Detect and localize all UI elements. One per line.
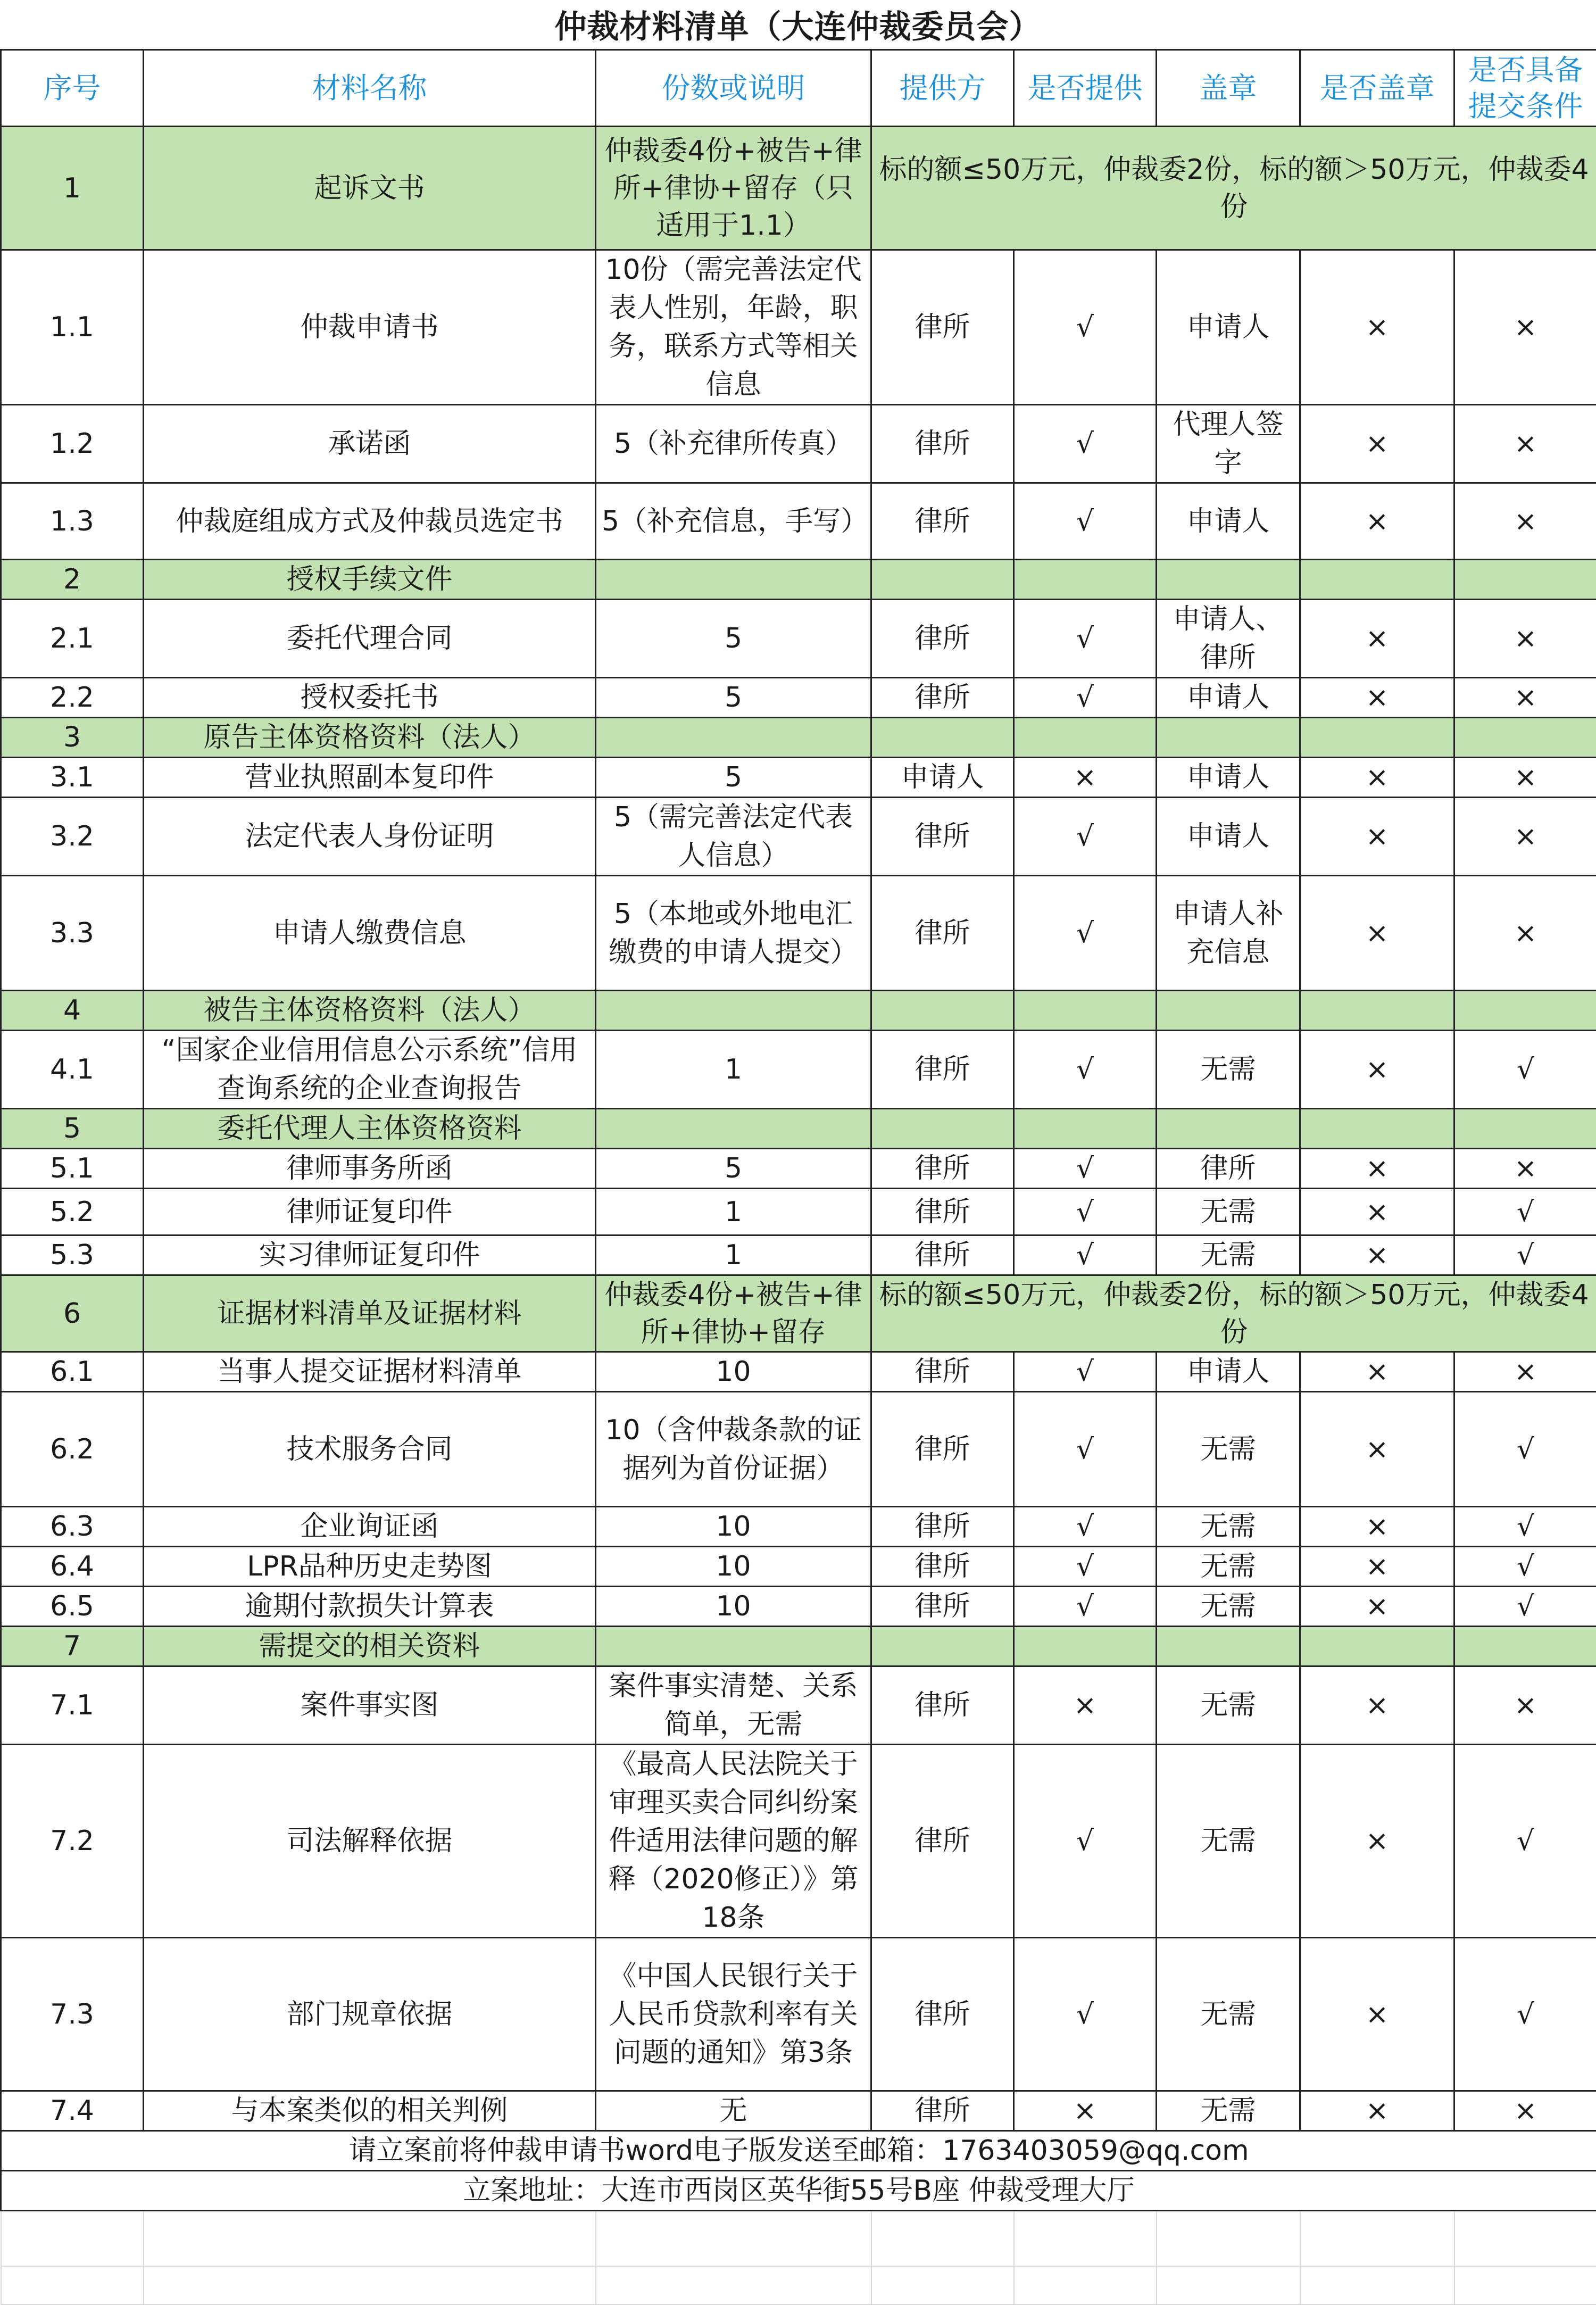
copies-note: 5（需完善法定代表人信息）: [596, 798, 871, 876]
group-copies: [596, 1109, 871, 1149]
group-copies: 仲裁委4份+被告+律所+律协+留存（只适用于1.1）: [596, 127, 871, 250]
empty-cell: [1300, 2266, 1454, 2304]
ready-mark: √: [1454, 1392, 1596, 1507]
empty-cell: [1454, 991, 1596, 1031]
group-row: [1, 991, 1596, 1031]
empty-cell: [596, 2266, 871, 2304]
provider: 律所: [871, 1547, 1014, 1587]
row-number: 6.2: [1, 1392, 144, 1507]
provider: 申请人: [871, 758, 1014, 798]
table-row: [1, 758, 1596, 798]
empty-cell: [1454, 718, 1596, 758]
material-name: 实习律师证复印件: [144, 1236, 596, 1275]
seal: 申请人: [1157, 483, 1300, 560]
provider: 律所: [871, 1236, 1014, 1275]
row-number: 6.1: [1, 1352, 144, 1392]
seal: 申请人: [1157, 758, 1300, 798]
row-number: 2.2: [1, 678, 144, 718]
row-number: 3.2: [1, 798, 144, 876]
table-row: [1, 1507, 1596, 1547]
empty-cell: [1157, 2266, 1300, 2304]
empty-cell: [871, 2266, 1014, 2304]
provided-mark: √: [1014, 1547, 1157, 1587]
empty-cell: [871, 2211, 1014, 2266]
ready-mark: ×: [1454, 876, 1596, 991]
empty-cell: [1014, 2211, 1157, 2266]
provider: 律所: [871, 405, 1014, 483]
group-copies: 仲裁委4份+被告+律所+律协+留存: [596, 1275, 871, 1352]
group-row: [1, 560, 1596, 600]
seal: 无需: [1157, 1236, 1300, 1275]
sealed-mark: ×: [1300, 798, 1454, 876]
table-row: [1, 1547, 1596, 1587]
row-number: 7: [1, 1627, 144, 1666]
seal: 无需: [1157, 1666, 1300, 1745]
provided-mark: √: [1014, 405, 1157, 483]
ready-mark: ×: [1454, 2091, 1596, 2131]
material-name: 承诺函: [144, 405, 596, 483]
provider: 律所: [871, 876, 1014, 991]
seal: 无需: [1157, 1587, 1300, 1627]
empty-cell: [1014, 1109, 1157, 1149]
provided-mark: √: [1014, 1149, 1157, 1189]
table-row: [1, 1031, 1596, 1109]
sealed-mark: ×: [1300, 1189, 1454, 1236]
sealed-mark: ×: [1300, 2091, 1454, 2131]
material-name: 企业询证函: [144, 1507, 596, 1547]
material-name: 律师事务所函: [144, 1149, 596, 1189]
table-row: [1, 876, 1596, 991]
col-copies-header: 份数或说明: [596, 50, 871, 127]
col-provided-header: 是否提供: [1014, 50, 1157, 127]
sealed-mark: ×: [1300, 483, 1454, 560]
empty-cell: [1300, 1627, 1454, 1666]
ready-mark: √: [1454, 1938, 1596, 2091]
empty-cell: [1014, 1627, 1157, 1666]
row-number: 4.1: [1, 1031, 144, 1109]
table-row: [1, 2091, 1596, 2131]
group-name: 委托代理人主体资格资料: [144, 1109, 596, 1149]
provided-mark: ×: [1014, 758, 1157, 798]
provider: 律所: [871, 1587, 1014, 1627]
seal: 申请人: [1157, 678, 1300, 718]
empty-cell: [871, 718, 1014, 758]
material-name: 律师证复印件: [144, 1189, 596, 1236]
empty-cell: [1014, 2266, 1157, 2304]
row-number: 1: [1, 127, 144, 250]
table-row: [1, 1352, 1596, 1392]
ready-mark: ×: [1454, 405, 1596, 483]
provider: 律所: [871, 678, 1014, 718]
empty-grid-row: [1, 2211, 1596, 2266]
row-number: 3.3: [1, 876, 144, 991]
group-name: 被告主体资格资料（法人）: [144, 991, 596, 1031]
ready-mark: √: [1454, 1236, 1596, 1275]
table-row: [1, 1587, 1596, 1627]
provider: 律所: [871, 1392, 1014, 1507]
seal: 无需: [1157, 2091, 1300, 2131]
table-row: [1, 1392, 1596, 1507]
empty-cell: [1300, 1109, 1454, 1149]
group-name: 需提交的相关资料: [144, 1627, 596, 1666]
empty-cell: [1454, 1627, 1596, 1666]
provided-mark: √: [1014, 678, 1157, 718]
empty-cell: [1157, 2211, 1300, 2266]
group-name: 证据材料清单及证据材料: [144, 1275, 596, 1352]
row-number: 5.2: [1, 1189, 144, 1236]
seal: 律所: [1157, 1149, 1300, 1189]
provided-mark: √: [1014, 798, 1157, 876]
row-number: 2.1: [1, 600, 144, 678]
table-row: [1, 1149, 1596, 1189]
empty-cell: [1454, 560, 1596, 600]
copies-note: 10: [596, 1547, 871, 1587]
copies-note: 5: [596, 1149, 871, 1189]
table-row: [1, 1189, 1596, 1236]
provider: 律所: [871, 483, 1014, 560]
sealed-mark: ×: [1300, 1236, 1454, 1275]
table-row: [1, 1938, 1596, 2091]
row-number: 3: [1, 718, 144, 758]
seal: 代理人签字: [1157, 405, 1300, 483]
ready-mark: √: [1454, 1745, 1596, 1938]
sealed-mark: ×: [1300, 600, 1454, 678]
provided-mark: √: [1014, 1587, 1157, 1627]
table-row: [1, 250, 1596, 405]
table-row: [1, 678, 1596, 718]
sealed-mark: ×: [1300, 758, 1454, 798]
empty-cell: [1157, 991, 1300, 1031]
row-number: 7.1: [1, 1666, 144, 1745]
row-number: 2: [1, 560, 144, 600]
empty-cell: [1300, 991, 1454, 1031]
provided-mark: √: [1014, 1507, 1157, 1547]
provided-mark: √: [1014, 1031, 1157, 1109]
col-sealed-header: 是否盖章: [1300, 50, 1454, 127]
sealed-mark: ×: [1300, 678, 1454, 718]
col-provider-header: 提供方: [871, 50, 1014, 127]
sealed-mark: ×: [1300, 1547, 1454, 1587]
copies-note: 10: [596, 1507, 871, 1547]
row-number: 1.2: [1, 405, 144, 483]
ready-mark: ×: [1454, 798, 1596, 876]
col-number-header: 序号: [1, 50, 144, 127]
table-row: [1, 405, 1596, 483]
row-number: 6: [1, 1275, 144, 1352]
copies-note: 5: [596, 600, 871, 678]
group-copies: [596, 991, 871, 1031]
provider: 律所: [871, 798, 1014, 876]
provided-mark: ×: [1014, 1666, 1157, 1745]
seal: 申请人、律所: [1157, 600, 1300, 678]
table-row: [1, 798, 1596, 876]
sealed-mark: ×: [1300, 1392, 1454, 1507]
row-number: 4: [1, 991, 144, 1031]
empty-cell: [871, 1109, 1014, 1149]
sealed-mark: ×: [1300, 1938, 1454, 2091]
empty-cell: [1454, 2211, 1596, 2266]
seal: 无需: [1157, 1745, 1300, 1938]
sealed-mark: ×: [1300, 1745, 1454, 1938]
empty-cell: [1300, 2211, 1454, 2266]
col-seal-header: 盖章: [1157, 50, 1300, 127]
group-row: [1, 1627, 1596, 1666]
empty-cell: [144, 2211, 596, 2266]
empty-cell: [596, 2211, 871, 2266]
provider: 律所: [871, 1666, 1014, 1745]
empty-cell: [1300, 560, 1454, 600]
material-name: 仲裁庭组成方式及仲裁员选定书: [144, 483, 596, 560]
empty-cell: [1, 2211, 144, 2266]
provider: 律所: [871, 1189, 1014, 1236]
group-row: [1, 718, 1596, 758]
seal: 无需: [1157, 1392, 1300, 1507]
material-name: 委托代理合同: [144, 600, 596, 678]
email-notice: 请立案前将仲裁申请书word电子版发送至邮箱：1763403059@qq.com: [1, 2131, 1596, 2171]
ready-mark: ×: [1454, 600, 1596, 678]
copies-note: 10（含仲裁条款的证据列为首份证据）: [596, 1392, 871, 1507]
ready-mark: ×: [1454, 678, 1596, 718]
seal: 无需: [1157, 1031, 1300, 1109]
provided-mark: ×: [1014, 2091, 1157, 2131]
seal: 申请人: [1157, 1352, 1300, 1392]
row-number: 5.1: [1, 1149, 144, 1189]
table-row: [1, 1745, 1596, 1938]
seal: 无需: [1157, 1189, 1300, 1236]
empty-cell: [871, 991, 1014, 1031]
header-row: [1, 50, 1596, 127]
material-name: 与本案类似的相关判例: [144, 2091, 596, 2131]
sealed-mark: ×: [1300, 1666, 1454, 1745]
provided-mark: √: [1014, 483, 1157, 560]
seal: 申请人: [1157, 798, 1300, 876]
table-row: [1, 600, 1596, 678]
empty-cell: [1157, 560, 1300, 600]
ready-mark: ×: [1454, 758, 1596, 798]
seal: 申请人: [1157, 250, 1300, 405]
material-name: 仲裁申请书: [144, 250, 596, 405]
group-copies: [596, 718, 871, 758]
material-name: 司法解释依据: [144, 1745, 596, 1938]
sealed-mark: ×: [1300, 876, 1454, 991]
footer-row: [1, 2171, 1596, 2211]
seal: 申请人补充信息: [1157, 876, 1300, 991]
copies-note: 10份（需完善法定代表人性别，年龄，职务，联系方式等相关信息: [596, 250, 871, 405]
group-copies: [596, 1627, 871, 1666]
empty-grid-row: [1, 2266, 1596, 2304]
seal: 无需: [1157, 1547, 1300, 1587]
row-number: 7.3: [1, 1938, 144, 2091]
row-number: 7.2: [1, 1745, 144, 1938]
row-number: 7.4: [1, 2091, 144, 2131]
sealed-mark: ×: [1300, 1507, 1454, 1547]
filing-address: 立案地址：大连市西岗区英华街55号B座 仲裁受理大厅: [1, 2171, 1596, 2211]
copies-note: 10: [596, 1352, 871, 1392]
ready-mark: √: [1454, 1507, 1596, 1547]
provider: 律所: [871, 1507, 1014, 1547]
row-number: 6.3: [1, 1507, 144, 1547]
seal: 无需: [1157, 1507, 1300, 1547]
col-material-name-header: 材料名称: [144, 50, 596, 127]
row-number: 3.1: [1, 758, 144, 798]
provided-mark: √: [1014, 1392, 1157, 1507]
sealed-mark: ×: [1300, 1031, 1454, 1109]
material-name: 部门规章依据: [144, 1938, 596, 2091]
ready-mark: ×: [1454, 1352, 1596, 1392]
material-name: 申请人缴费信息: [144, 876, 596, 991]
row-number: 1.3: [1, 483, 144, 560]
row-number: 1.1: [1, 250, 144, 405]
row-number: 6.4: [1, 1547, 144, 1587]
empty-cell: [1157, 718, 1300, 758]
provider: 律所: [871, 1149, 1014, 1189]
sealed-mark: ×: [1300, 1352, 1454, 1392]
group-row: [1, 1275, 1596, 1352]
sealed-mark: ×: [1300, 1587, 1454, 1627]
ready-mark: ×: [1454, 1666, 1596, 1745]
group-name: 原告主体资格资料（法人）: [144, 718, 596, 758]
provided-mark: √: [1014, 1938, 1157, 2091]
empty-cell: [1014, 718, 1157, 758]
provided-mark: √: [1014, 876, 1157, 991]
group-copies: [596, 560, 871, 600]
ready-mark: ×: [1454, 1149, 1596, 1189]
provided-mark: √: [1014, 600, 1157, 678]
provider: 律所: [871, 2091, 1014, 2131]
provided-mark: √: [1014, 250, 1157, 405]
empty-cell: [1454, 2266, 1596, 2304]
copies-note: 5: [596, 758, 871, 798]
table-row: [1, 483, 1596, 560]
provided-mark: √: [1014, 1352, 1157, 1392]
empty-cell: [1014, 560, 1157, 600]
group-name: 起诉文书: [144, 127, 596, 250]
col-ready-header: 是否具备提交条件: [1454, 50, 1596, 127]
copies-note: 5（补充律所传真）: [596, 405, 871, 483]
empty-cell: [144, 2266, 596, 2304]
seal: 无需: [1157, 1938, 1300, 2091]
group-name: 授权手续文件: [144, 560, 596, 600]
material-name: “国家企业信用信息公示系统”信用查询系统的企业查询报告: [144, 1031, 596, 1109]
copies-note: 5（补充信息，手写）: [596, 483, 871, 560]
empty-cell: [1454, 1109, 1596, 1149]
ready-mark: √: [1454, 1587, 1596, 1627]
provided-mark: √: [1014, 1745, 1157, 1938]
material-name: 逾期付款损失计算表: [144, 1587, 596, 1627]
empty-cell: [1157, 1109, 1300, 1149]
copies-note: 5（本地或外地电汇缴费的申请人提交）: [596, 876, 871, 991]
ready-mark: ×: [1454, 483, 1596, 560]
row-number: 6.5: [1, 1587, 144, 1627]
material-name: LPR品种历史走势图: [144, 1547, 596, 1587]
row-number: 5.3: [1, 1236, 144, 1275]
empty-cell: [1014, 991, 1157, 1031]
provider: 律所: [871, 600, 1014, 678]
ready-mark: ×: [1454, 250, 1596, 405]
sealed-mark: ×: [1300, 250, 1454, 405]
group-note: 标的额≤50万元，仲裁委2份，标的额＞50万元，仲裁委4份: [871, 127, 1596, 250]
empty-cell: [1, 2266, 144, 2304]
material-name: 案件事实图: [144, 1666, 596, 1745]
provider: 律所: [871, 250, 1014, 405]
copies-note: 1: [596, 1236, 871, 1275]
sealed-mark: ×: [1300, 1149, 1454, 1189]
copies-note: 《中国人民银行关于人民币贷款利率有关问题的通知》第3条: [596, 1938, 871, 2091]
material-name: 营业执照副本复印件: [144, 758, 596, 798]
material-name: 法定代表人身份证明: [144, 798, 596, 876]
empty-cell: [1157, 1627, 1300, 1666]
empty-cell: [871, 1627, 1014, 1666]
sheet-title: 仲裁材料清单（大连仲裁委员会）: [0, 0, 1596, 49]
empty-cell: [1300, 718, 1454, 758]
footer-row: [1, 2131, 1596, 2171]
copies-note: 1: [596, 1031, 871, 1109]
group-row: [1, 127, 1596, 250]
group-row: [1, 1109, 1596, 1149]
copies-note: 案件事实清楚、关系简单，无需: [596, 1666, 871, 1745]
provider: 律所: [871, 1745, 1014, 1938]
sealed-mark: ×: [1300, 405, 1454, 483]
copies-note: 1: [596, 1189, 871, 1236]
copies-note: 无: [596, 2091, 871, 2131]
provided-mark: √: [1014, 1189, 1157, 1236]
materials-table: [0, 49, 1596, 2305]
empty-cell: [871, 560, 1014, 600]
ready-mark: √: [1454, 1031, 1596, 1109]
table-row: [1, 1236, 1596, 1275]
provider: 律所: [871, 1938, 1014, 2091]
provided-mark: √: [1014, 1236, 1157, 1275]
copies-note: 5: [596, 678, 871, 718]
ready-mark: √: [1454, 1189, 1596, 1236]
provider: 律所: [871, 1352, 1014, 1392]
group-note: 标的额≤50万元，仲裁委2份，标的额＞50万元，仲裁委4份: [871, 1275, 1596, 1352]
material-name: 技术服务合同: [144, 1392, 596, 1507]
copies-note: 10: [596, 1587, 871, 1627]
material-name: 当事人提交证据材料清单: [144, 1352, 596, 1392]
table-row: [1, 1666, 1596, 1745]
ready-mark: √: [1454, 1547, 1596, 1587]
provider: 律所: [871, 1031, 1014, 1109]
row-number: 5: [1, 1109, 144, 1149]
copies-note: 《最高人民法院关于审理买卖合同纠纷案件适用法律问题的解释（2020修正）》第18条: [596, 1745, 871, 1938]
material-name: 授权委托书: [144, 678, 596, 718]
